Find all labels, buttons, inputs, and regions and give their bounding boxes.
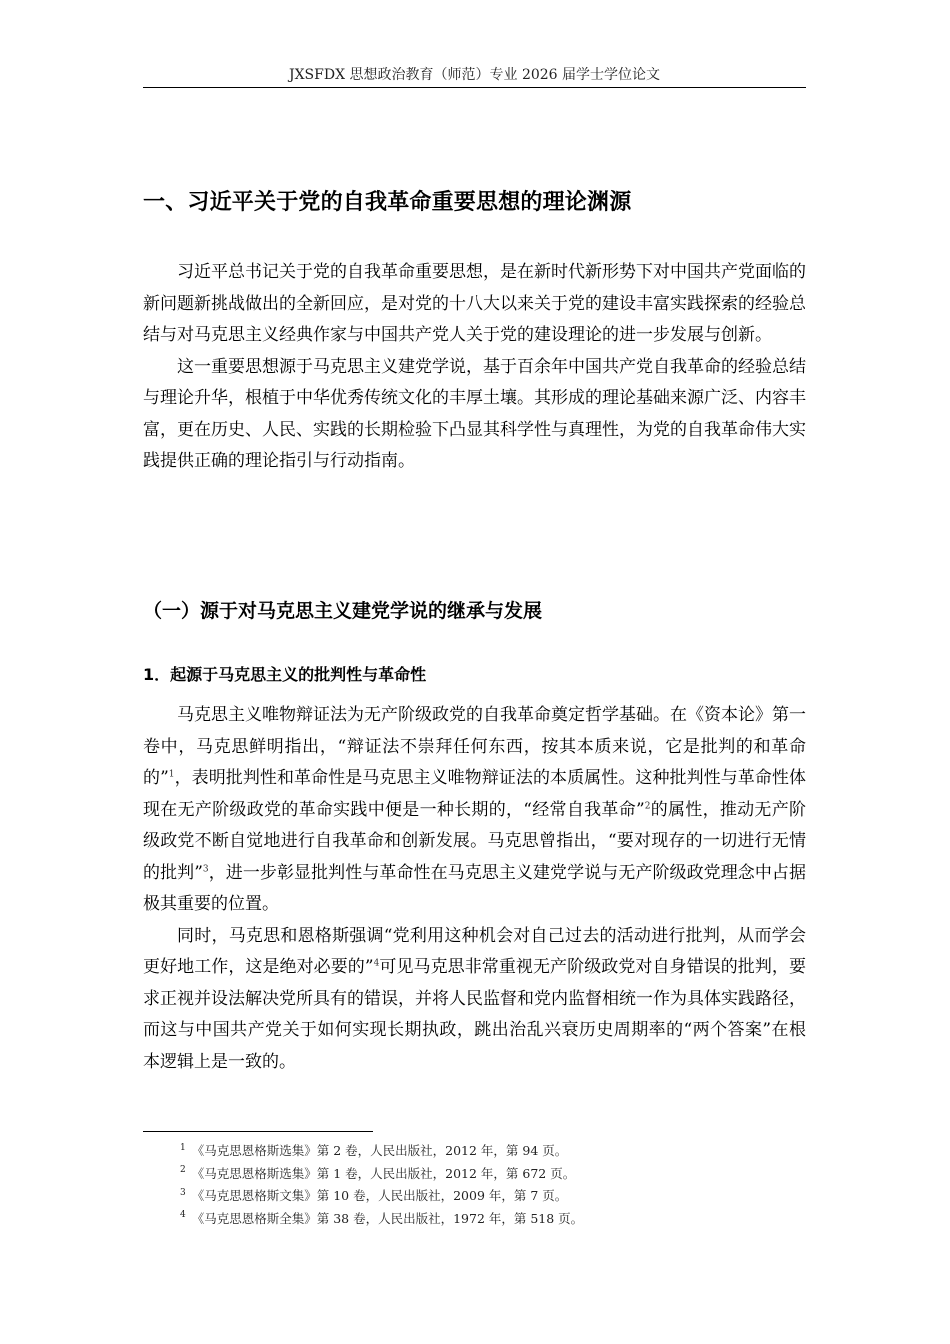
- paragraph: [143, 700, 806, 921]
- paragraph: 习近平总书记关于党的自我革命重要思想，是在新时代新形势下对中国共产党面临的新问题新挑战做出的全新回应，是对党的十八大以来关于党的建设丰富实践探索的经验总结与对马克思主义经典作家与中国共产党人关于党的建设理论的进一步发展与创新。: [143, 262, 806, 345]
- section-intro: [143, 257, 806, 478]
- section-heading: 一、习近平关于党的自我革命重要思想的理论渊源: [143, 190, 632, 215]
- text-run: ，进一步彰显批判性与革命性在马克思主义建党学说与无产阶级政党理念中占据极其重要的位置。: [143, 862, 806, 914]
- footnote: [180, 1208, 780, 1231]
- footnote: [180, 1163, 780, 1186]
- footnote-number: 4: [180, 1210, 186, 1221]
- footnote-number: 1: [180, 1142, 186, 1153]
- footnote-ref[interactable]: 2: [644, 800, 651, 811]
- footnote-number: 3: [180, 1187, 186, 1198]
- footnote-separator: [143, 1131, 373, 1132]
- footnote-ref[interactable]: 3: [202, 863, 209, 874]
- paragraph: 这一重要思想源于马克思主义建党学说，基于百余年中国共产党自我革命的经验总结与理论升华，根植于中华优秀传统文化的丰厚土壤。其形成的理论基础来源广泛、内容丰富，更在历史、人民、实践的长期检验下凸显其科学性与真理性，为党的自我革命伟大实践提供正确的理论指引与行动指南。: [143, 356, 806, 471]
- running-header: JXSFDX 思想政治教育（师范）专业 2026 届学士学位论文: [288, 67, 661, 83]
- footnote-text: 《马克思恩格斯全集》第 38 卷，人民出版社，1972 年，第 518 页。: [191, 1210, 584, 1226]
- header-rule: [143, 87, 806, 88]
- footnote: [180, 1140, 780, 1163]
- text-run: 的属性，推动无产阶级政党不断自觉地进行自我革命和创新发展。马克思曾指出，“要对现存的一切进行无情的批判”: [143, 799, 806, 883]
- footnote-text: 《马克思恩格斯选集》第 1 卷，人民出版社，2012 年，第 672 页。: [191, 1165, 576, 1181]
- text-run: 同时，马克思和恩格斯强调“党利用这种机会对自己过去的活动进行批判，从而学会更好地工作，这是绝对必要的”: [143, 925, 806, 977]
- footnote-ref[interactable]: 1: [168, 769, 175, 780]
- point-heading: 1．起源于马克思主义的批判性与革命性: [143, 665, 427, 684]
- text-run: 马克思主义唯物辩证法为无产阶级政党的自我革命奠定哲学基础。在《资本论》第一卷中，马克思鲜明指出，“辩证法不崇拜任何东西，按其本质来说，它是批判的和革命的”: [143, 705, 806, 788]
- footnote-text: 《马克思恩格斯选集》第 2 卷，人民出版社，2012 年，第 94 页。: [191, 1143, 568, 1158]
- footnote: [180, 1185, 780, 1208]
- text-run: 可见马克思非常重视无产阶级政党对自身错误的批判，要求正视并设法解决党所具有的错误，并将人民监督和党内监督相统一作为具体实践路径，而这与中国共产党关于如何实现长期执政，跳出治乱兴衰历史周期率的“两个答案”在根本逻辑上是一致的。: [143, 957, 806, 1072]
- footnotes: [180, 1140, 780, 1230]
- paragraph: [143, 921, 806, 1079]
- footnote-ref[interactable]: 4: [373, 958, 380, 969]
- footnote-number: 2: [180, 1165, 186, 1176]
- text-run: ，表明批判性和革命性是马克思主义唯物辩证法的本质属性。这种批判性与革命性体现在无产阶级政党的革命实践中便是一种长期的，“经常自我革命”: [143, 768, 806, 820]
- subsection-heading: （一）源于对马克思主义建党学说的继承与发展: [143, 600, 543, 622]
- point-body: [143, 700, 806, 1078]
- footnote-text: 《马克思恩格斯文集》第 10 卷，人民出版社，2009 年，第 7 页。: [191, 1188, 568, 1203]
